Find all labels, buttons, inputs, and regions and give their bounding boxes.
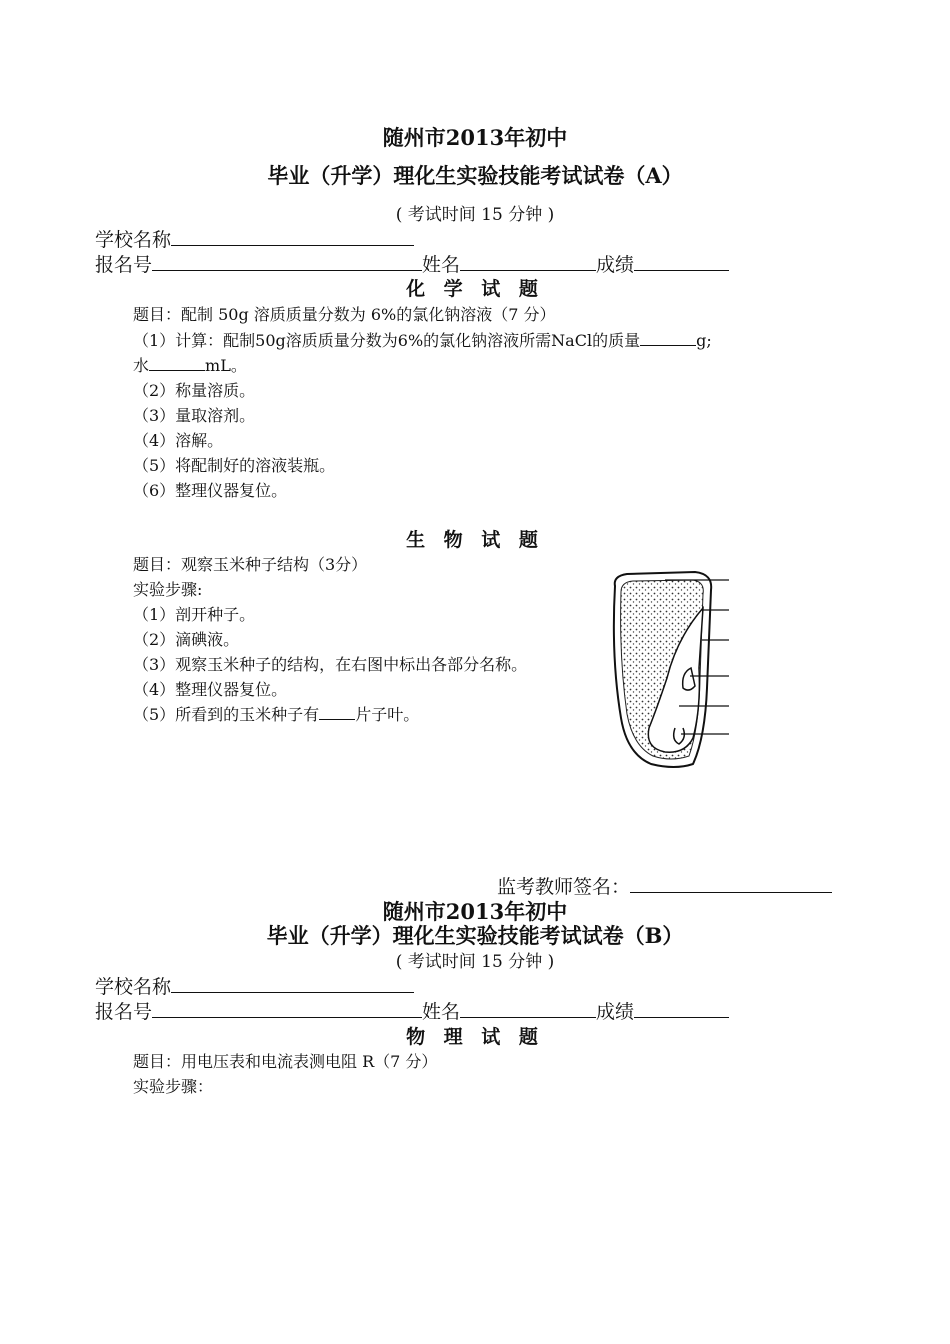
reg-field[interactable]	[152, 254, 422, 271]
school-field[interactable]	[171, 229, 414, 246]
paper-a-title-line2: 毕业（升学）理化生实验技能考试试卷（A）	[267, 163, 683, 188]
reg-label: 报名号	[95, 1001, 153, 1023]
paper-a-school-row	[95, 225, 414, 252]
water-label: 水	[133, 356, 150, 375]
score-field[interactable]	[634, 1001, 729, 1018]
water-unit: mL。	[205, 356, 247, 375]
name-field[interactable]	[460, 1001, 596, 1018]
school-field[interactable]	[171, 976, 414, 993]
score-label: 成绩	[596, 254, 635, 276]
invigilator-label: 监考教师签名：	[497, 876, 631, 898]
reg-field[interactable]	[152, 1001, 422, 1018]
bio-steps-label: 实验步骤:	[133, 580, 203, 599]
school-label: 学校名称	[95, 976, 172, 998]
chem-step-1b	[133, 353, 247, 376]
paper-a-reg-row	[95, 250, 729, 277]
cotyledon-count-blank[interactable]	[319, 705, 355, 720]
bio-heading: 生 物 试 题	[406, 529, 544, 551]
chem-step-1a-unit: g;	[696, 331, 712, 350]
bio-step: （3）观察玉米种子的结构，在右图中标出各部分名称。	[133, 655, 528, 674]
paper-b-time: ( 考试时间 15 分钟 )	[395, 952, 555, 972]
chem-step: （4）溶解。	[133, 431, 224, 450]
paper-b-title-line2: 毕业（升学）理化生实验技能考试试卷（B）	[266, 923, 684, 948]
paper-a-time: ( 考试时间 15 分钟 )	[395, 205, 555, 225]
water-volume-blank[interactable]	[149, 356, 205, 371]
chem-topic: 题目：配制 50g 溶质质量分数为 6%的氯化钠溶液（7 分）	[133, 305, 556, 324]
chem-step: （5）将配制好的溶液装瓶。	[133, 456, 336, 475]
bio-topic: 题目：观察玉米种子结构（3分）	[133, 555, 368, 574]
phys-topic: 题目：用电压表和电流表测电阻 R（7 分）	[133, 1052, 438, 1071]
paper-b-school-row	[95, 972, 414, 999]
paper-b-title-line1: 随州市2013年初中	[382, 899, 568, 924]
bio-step: （2）滴碘液。	[133, 630, 240, 649]
phys-heading: 物 理 试 题	[406, 1026, 544, 1048]
corn-seed-diagram-icon	[605, 568, 735, 773]
school-label: 学校名称	[95, 229, 172, 251]
reg-label: 报名号	[95, 254, 153, 276]
paper-a-title-line1: 随州市2013年初中	[382, 125, 568, 150]
chem-step: （6）整理仪器复位。	[133, 481, 288, 500]
bio-step-5-text: （5）所看到的玉米种子有	[133, 705, 320, 724]
name-label: 姓名	[422, 254, 461, 276]
bio-step: （4）整理仪器复位。	[133, 680, 288, 699]
score-field[interactable]	[634, 254, 729, 271]
nacl-mass-blank[interactable]	[640, 331, 696, 346]
chem-step: （3）量取溶剂。	[133, 406, 256, 425]
chem-step: （2）称量溶质。	[133, 381, 256, 400]
bio-step-5	[133, 702, 419, 725]
paper-b-reg-row	[95, 997, 729, 1024]
chem-step-1a-text: （1）计算：配制50g溶质质量分数为6%的氯化钠溶液所需NaCl的质量	[133, 331, 641, 350]
bio-step-5-post: 片子叶。	[355, 705, 420, 724]
score-label: 成绩	[596, 1001, 635, 1023]
chem-heading: 化 学 试 题	[406, 278, 544, 300]
name-field[interactable]	[460, 254, 596, 271]
invigilator-signature-field[interactable]	[630, 876, 832, 893]
phys-steps-label: 实验步骤：	[133, 1077, 214, 1096]
chem-step-1a	[133, 328, 712, 351]
bio-step: （1）剖开种子。	[133, 605, 256, 624]
name-label: 姓名	[422, 1001, 461, 1023]
invigilator-row	[497, 872, 832, 899]
